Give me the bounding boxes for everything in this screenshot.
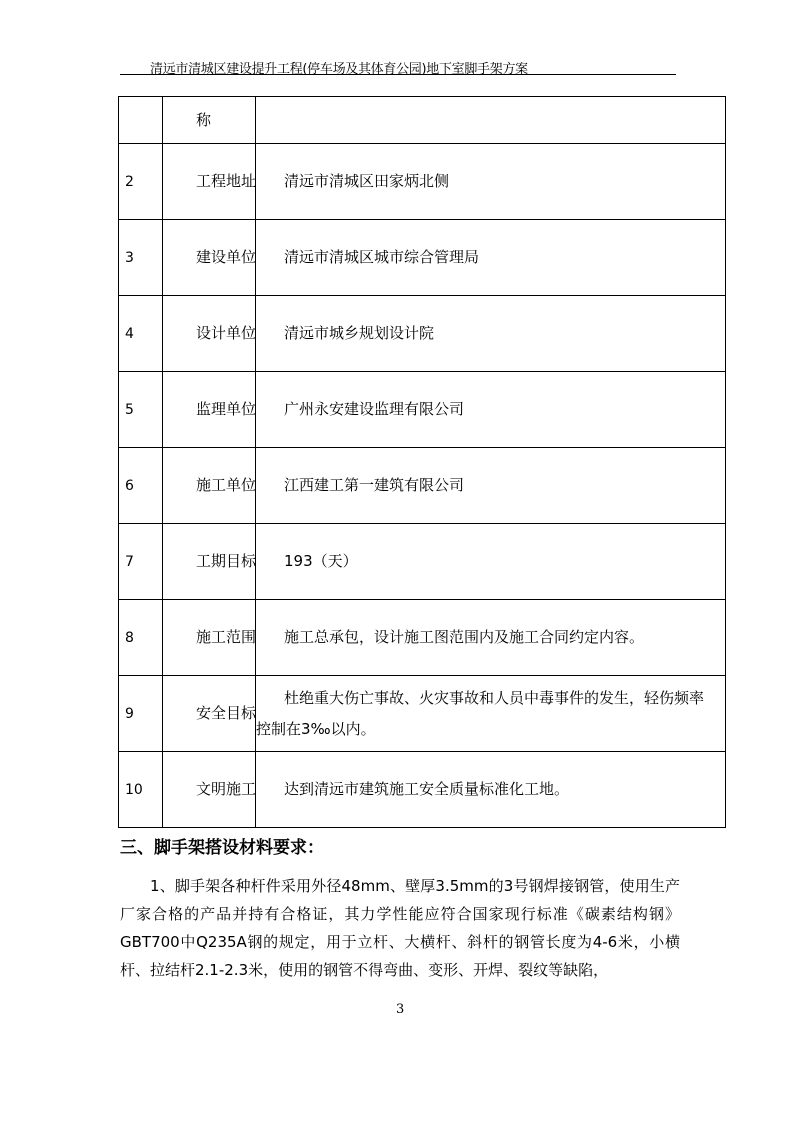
row-name: 设计单位 bbox=[196, 324, 257, 342]
body-paragraph: 1、脚手架各种杆件采用外径48mm、壁厚3.5mm的3号钢焊接钢管，使用生产厂家合格的产品并持有合格证，其力学性能应符合国家现行标准《碳素结构钢》GBT700中Q235A钢的规定，用于立杆、大横杆、斜杆的钢管长度为4-6米，小横杆、拉结杆2.1-2.3米，使用的钢管不得弯曲、变形、开焊、裂纹等缺陷， bbox=[120, 877, 680, 979]
row-value-cell bbox=[256, 752, 726, 828]
row-value-cell bbox=[256, 600, 726, 676]
row-name-cell bbox=[163, 144, 256, 220]
row-value: 施工总承包，设计施工图范围内及施工合同约定内容。 bbox=[284, 628, 645, 646]
table-row bbox=[119, 524, 726, 600]
row-name-cell bbox=[163, 524, 256, 600]
row-number-cell: 3 bbox=[119, 220, 163, 296]
header-rule bbox=[120, 74, 676, 75]
table-row bbox=[119, 600, 726, 676]
table-row bbox=[119, 752, 726, 828]
row-value-cell bbox=[256, 448, 726, 524]
row-number-cell: 4 bbox=[119, 296, 163, 372]
running-header: 清远市清城区建设提升工程(停车场及其体育公园)地下室脚手架方案 bbox=[150, 62, 528, 77]
row-name: 文明施工 bbox=[196, 780, 257, 798]
row-value-cell bbox=[256, 676, 726, 752]
table-row bbox=[119, 97, 726, 144]
table-row bbox=[119, 448, 726, 524]
row-name-cell bbox=[163, 600, 256, 676]
row-name: 建设单位 bbox=[196, 248, 257, 266]
row-name-cell bbox=[163, 372, 256, 448]
row-value: 清远市城乡规划设计院 bbox=[284, 324, 435, 342]
project-info-table bbox=[118, 96, 726, 828]
row-name-cell bbox=[163, 676, 256, 752]
row-name: 监理单位 bbox=[196, 400, 257, 418]
row-number-cell: 8 bbox=[119, 600, 163, 676]
row-name: 安全目标 bbox=[196, 704, 257, 722]
row-value-cell bbox=[256, 372, 726, 448]
row-name: 施工单位 bbox=[196, 476, 257, 494]
row-name-cell bbox=[163, 296, 256, 372]
table-row bbox=[119, 372, 726, 448]
row-value-cell bbox=[256, 296, 726, 372]
section-heading: 三、脚手架搭设材料要求： bbox=[120, 838, 324, 858]
row-number-cell: 2 bbox=[119, 144, 163, 220]
row-name: 称 bbox=[196, 110, 212, 129]
row-value-cell bbox=[256, 144, 726, 220]
row-name: 工期目标 bbox=[196, 552, 257, 570]
row-name-cell bbox=[163, 752, 256, 828]
table-row bbox=[119, 676, 726, 752]
row-name: 工程地址 bbox=[196, 172, 257, 190]
row-value: 达到清远市建筑施工安全质量标准化工地。 bbox=[284, 780, 570, 798]
row-number-cell: 5 bbox=[119, 372, 163, 448]
row-value: 清远市清城区城市综合管理局 bbox=[284, 248, 480, 266]
table-row bbox=[119, 220, 726, 296]
row-number-cell: 9 bbox=[119, 676, 163, 752]
row-value: 江西建工第一建筑有限公司 bbox=[284, 476, 465, 494]
page-number: 3 bbox=[396, 1002, 405, 1017]
row-number-cell bbox=[119, 97, 163, 144]
row-value: 193（天） bbox=[284, 552, 358, 570]
row-name-cell bbox=[163, 220, 256, 296]
row-value-cell bbox=[256, 220, 726, 296]
row-name: 施工范围 bbox=[196, 628, 257, 646]
row-name-cell bbox=[163, 97, 256, 144]
row-number-cell: 10 bbox=[119, 752, 163, 828]
table-row bbox=[119, 144, 726, 220]
row-value: 广州永安建设监理有限公司 bbox=[284, 400, 465, 418]
row-value-cell bbox=[256, 524, 726, 600]
row-value: 杜绝重大伤亡事故、火灾事故和人员中毒事件的发生，轻伤频率控制在3‰以内。 bbox=[256, 688, 705, 738]
row-value-cell bbox=[256, 97, 726, 144]
row-value: 清远市清城区田家炳北侧 bbox=[284, 172, 450, 190]
row-number-cell: 6 bbox=[119, 448, 163, 524]
row-number-cell: 7 bbox=[119, 524, 163, 600]
table-row bbox=[119, 296, 726, 372]
row-name-cell bbox=[163, 448, 256, 524]
